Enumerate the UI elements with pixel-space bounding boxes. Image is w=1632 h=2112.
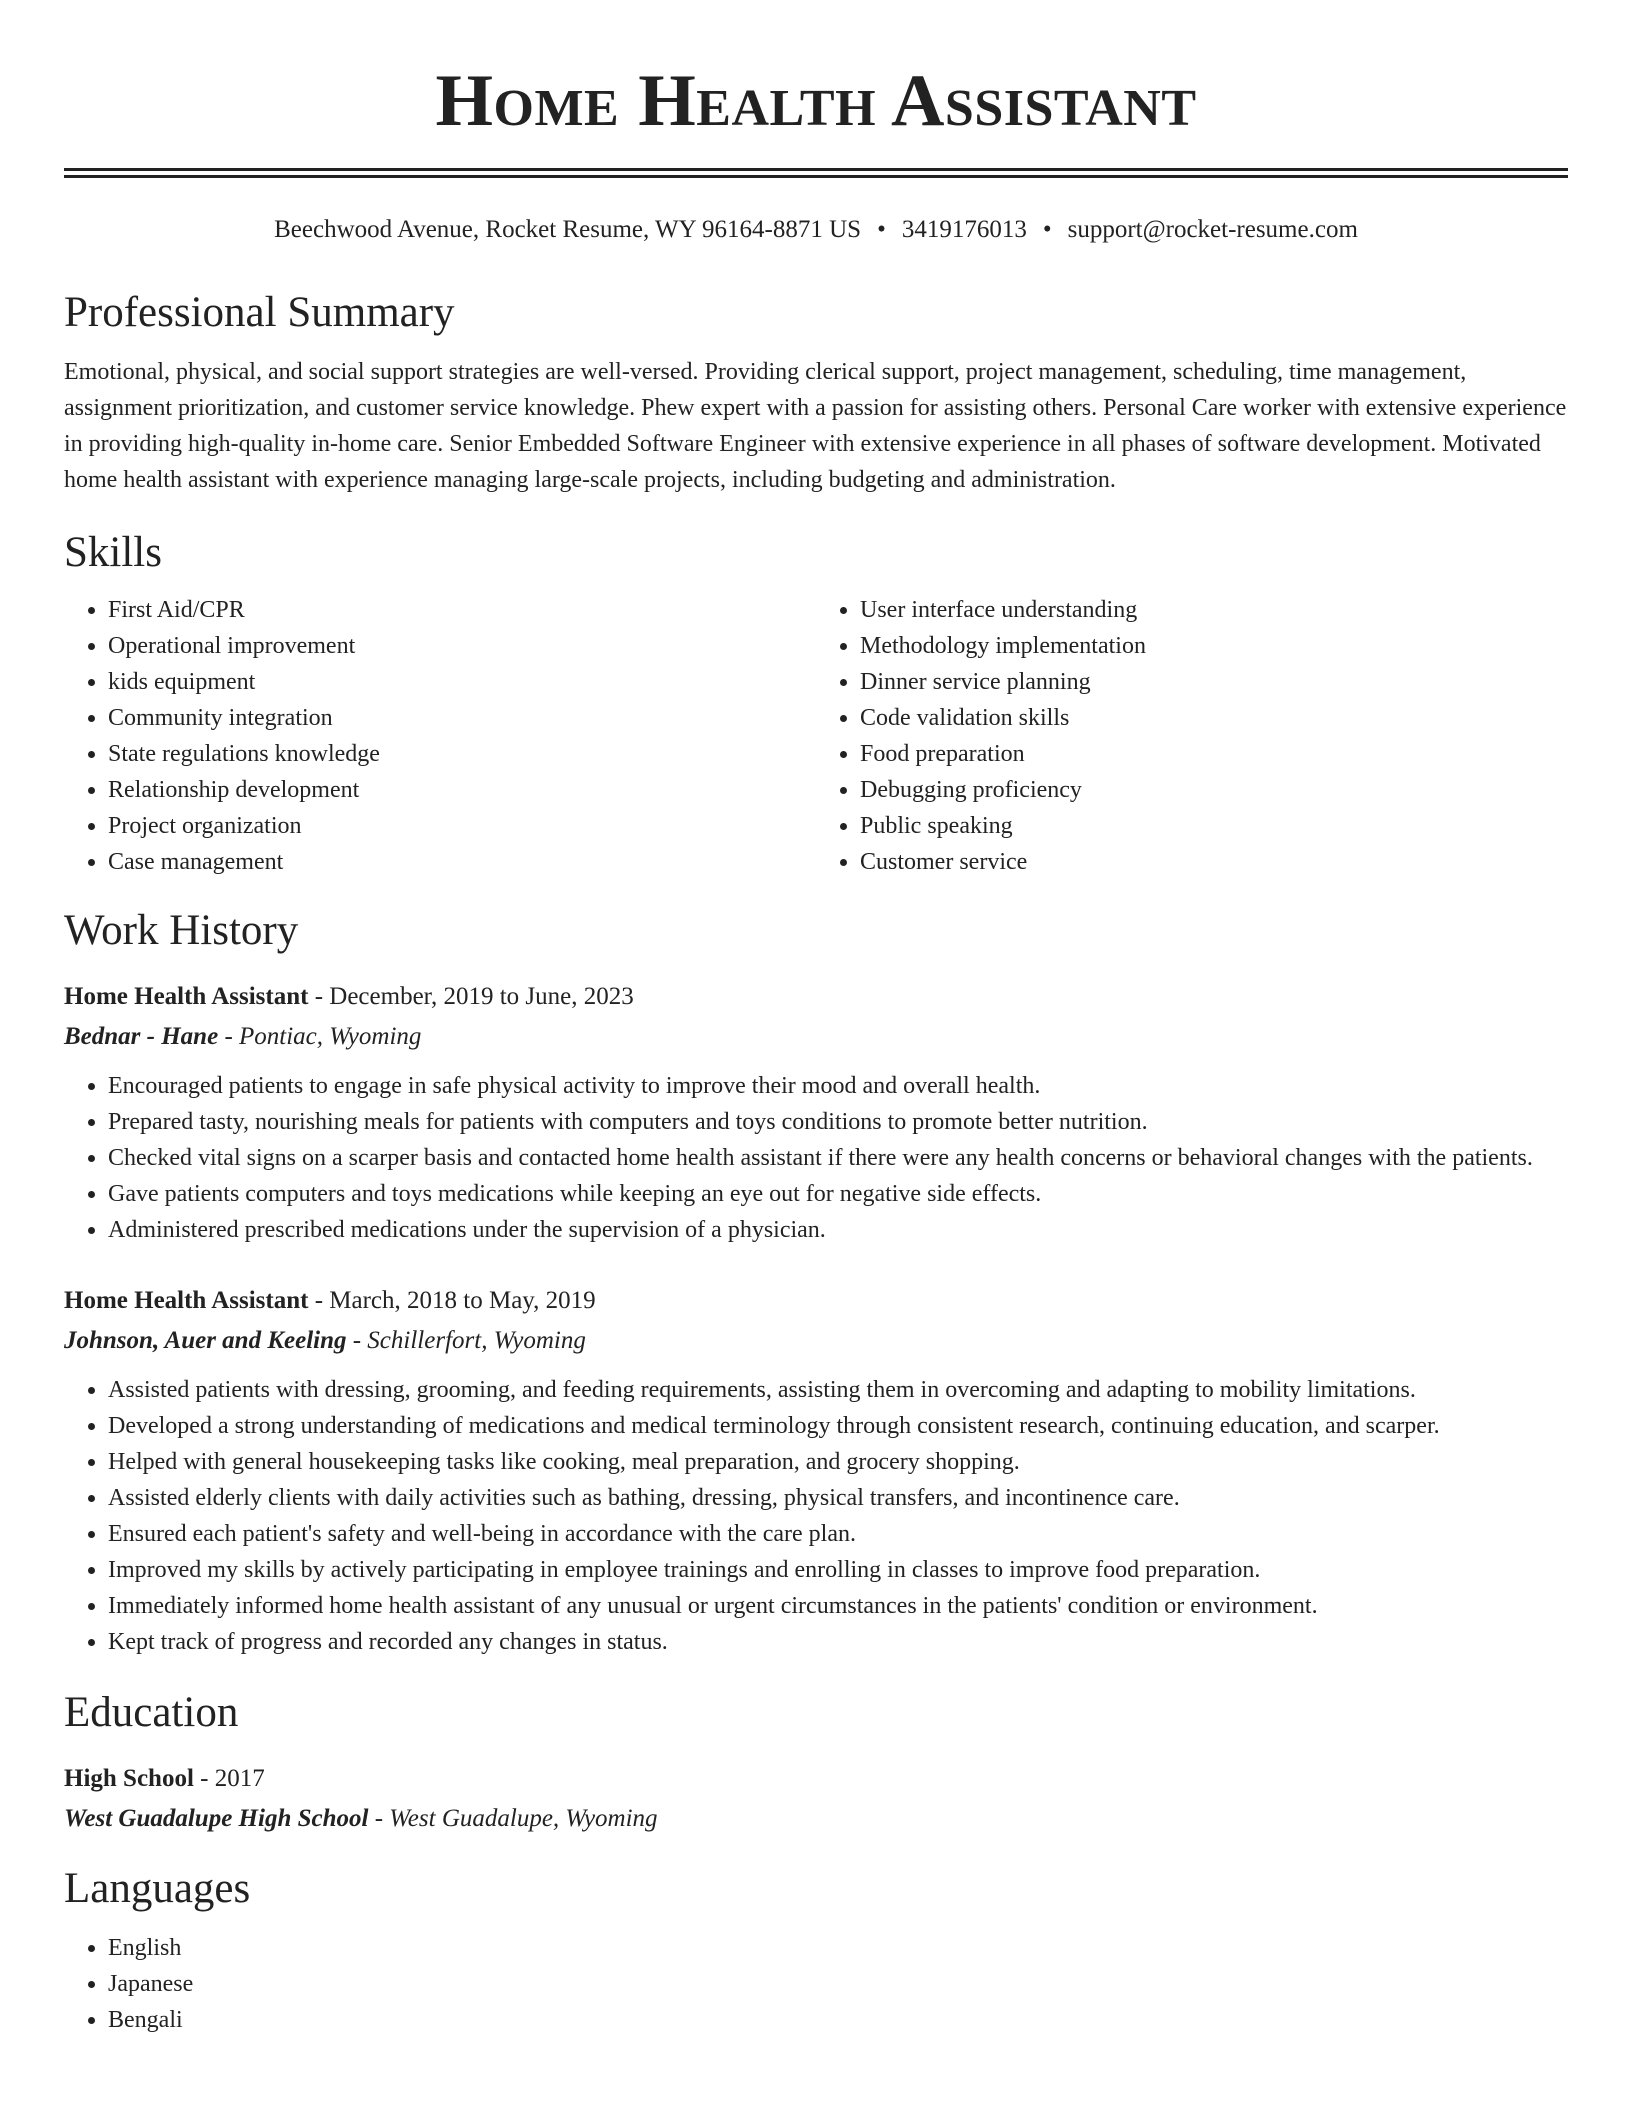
job-entry bbox=[64, 1284, 1568, 1660]
skill-item: • kids equipment bbox=[108, 664, 816, 700]
job-duty: • Helped with general housekeeping tasks like cooking, meal preparation, and grocery shopping. bbox=[108, 1444, 1568, 1480]
job-duty: • Prepared tasty, nourishing meals for patients with computers and toys conditions to promote better nutrition. bbox=[108, 1104, 1568, 1140]
education-degree-line bbox=[64, 1762, 1568, 1796]
resume-name: Home Health Assistant bbox=[435, 60, 1197, 142]
contact-separator: • bbox=[877, 216, 886, 243]
section-heading-languages: Languages bbox=[64, 1865, 251, 1912]
job-duty: • Assisted patients with dressing, grooming, and feeding requirements, assisting them in overcoming and adapting to mobility limitations. bbox=[108, 1372, 1568, 1408]
skill-item: • Project organization bbox=[108, 808, 816, 844]
education-school: West Guadalupe High School bbox=[64, 1805, 369, 1832]
skills-list-left bbox=[64, 592, 816, 880]
education-year: - 2017 bbox=[193, 1765, 265, 1792]
skill-item: • Case management bbox=[108, 844, 816, 880]
skills-list-right bbox=[816, 592, 1568, 880]
job-company: Johnson, Auer and Keeling bbox=[64, 1327, 347, 1354]
education-location: - West Guadalupe, Wyoming bbox=[368, 1805, 658, 1832]
skill-item: • Food preparation bbox=[860, 736, 1568, 772]
contact-line bbox=[64, 214, 1568, 246]
job-duty: • Checked vital signs on a scarper basis and contacted home health assistant if there were any health concerns or behavioral changes with the patients. bbox=[108, 1140, 1568, 1176]
education-entry bbox=[64, 1762, 1568, 1836]
job-title: Home Health Assistant bbox=[64, 1287, 309, 1314]
language-item: • Japanese bbox=[108, 1966, 1568, 2002]
job-title: Home Health Assistant bbox=[64, 983, 309, 1010]
skill-item: • Relationship development bbox=[108, 772, 816, 808]
contact-separator: • bbox=[1042, 216, 1052, 243]
job-dates: - December, 2019 to June, 2023 bbox=[308, 983, 634, 1010]
skill-item: • Dinner service planning bbox=[860, 664, 1568, 700]
job-duty: • Immediately informed home health assistant of any unusual or urgent circumstances in the patients' condition or environment. bbox=[108, 1588, 1568, 1624]
education-school-line bbox=[64, 1802, 1568, 1836]
skill-item: • Community integration bbox=[108, 700, 816, 736]
skill-item: • Customer service bbox=[860, 844, 1568, 880]
language-item: • Bengali bbox=[108, 2002, 1568, 2038]
contact-address: Beechwood Avenue, Rocket Resume, WY 96164-8871 US bbox=[274, 216, 862, 243]
skill-item: • Operational improvement bbox=[108, 628, 816, 664]
section-heading-skills: Skills bbox=[64, 529, 162, 576]
language-item: • English bbox=[108, 1930, 1568, 1966]
skill-item: • State regulations knowledge bbox=[108, 736, 816, 772]
header-double-rule bbox=[64, 168, 1568, 178]
job-entry bbox=[64, 980, 1568, 1248]
job-title-line bbox=[64, 980, 1568, 1014]
contact-phone: 3419176013 bbox=[901, 216, 1027, 243]
job-duty: • Assisted elderly clients with daily activities such as bathing, dressing, physical transfers, and incontinence care. bbox=[108, 1480, 1568, 1516]
job-duty: • Gave patients computers and toys medications while keeping an eye out for negative side effects. bbox=[108, 1176, 1568, 1212]
section-heading-work-history: Work History bbox=[64, 907, 299, 954]
skill-item: • Methodology implementation bbox=[860, 628, 1568, 664]
skill-item: • Public speaking bbox=[860, 808, 1568, 844]
job-company-line bbox=[64, 1020, 1568, 1054]
job-duty: • Administered prescribed medications under the supervision of a physician. bbox=[108, 1212, 1568, 1248]
skill-item: • Code validation skills bbox=[860, 700, 1568, 736]
job-company-line bbox=[64, 1324, 1568, 1358]
section-heading-education: Education bbox=[64, 1689, 239, 1736]
skill-item: • Debugging proficiency bbox=[860, 772, 1568, 808]
section-heading-summary: Professional Summary bbox=[64, 289, 455, 336]
job-duties-list bbox=[64, 1372, 1568, 1660]
job-location: - Schillerfort, Wyoming bbox=[346, 1327, 586, 1354]
job-duty: • Kept track of progress and recorded any changes in status. bbox=[108, 1624, 1568, 1660]
job-duties-list bbox=[64, 1068, 1568, 1248]
job-duty: • Encouraged patients to engage in safe physical activity to improve their mood and overall health. bbox=[108, 1068, 1568, 1104]
job-duty: • Improved my skills by actively participating in employee trainings and enrolling in classes to improve food preparation. bbox=[108, 1552, 1568, 1588]
summary-text: Emotional, physical, and social support strategies are well-versed. Providing clerical support, project management, scheduling, time management, assignment prioritization, and customer service knowledge. Phew expert with a passion for assisting others. Personal Care worker with extensive experience in providing high-quality in-home care. Senior Embedded Software Engineer with extensive experience in all phases of software development. Motivated home health assistant with experience managing large-scale projects, including budgeting and administration. bbox=[64, 359, 1567, 493]
job-duty: • Ensured each patient's safety and well-being in accordance with the care plan. bbox=[108, 1516, 1568, 1552]
job-dates: - March, 2018 to May, 2019 bbox=[308, 1287, 596, 1314]
job-title-line bbox=[64, 1284, 1568, 1318]
job-location: - Pontiac, Wyoming bbox=[218, 1023, 422, 1050]
job-duty: • Developed a strong understanding of medications and medical terminology through consistent research, continuing education, and scarper. bbox=[108, 1408, 1568, 1444]
education-degree: High School bbox=[64, 1765, 194, 1792]
skill-item: • First Aid/CPR bbox=[108, 592, 816, 628]
languages-list bbox=[64, 1930, 1568, 2038]
contact-email: support@rocket-resume.com bbox=[1067, 216, 1358, 243]
skill-item: • User interface understanding bbox=[860, 592, 1568, 628]
skills-columns bbox=[64, 592, 1568, 880]
job-company: Bednar - Hane bbox=[64, 1023, 219, 1050]
